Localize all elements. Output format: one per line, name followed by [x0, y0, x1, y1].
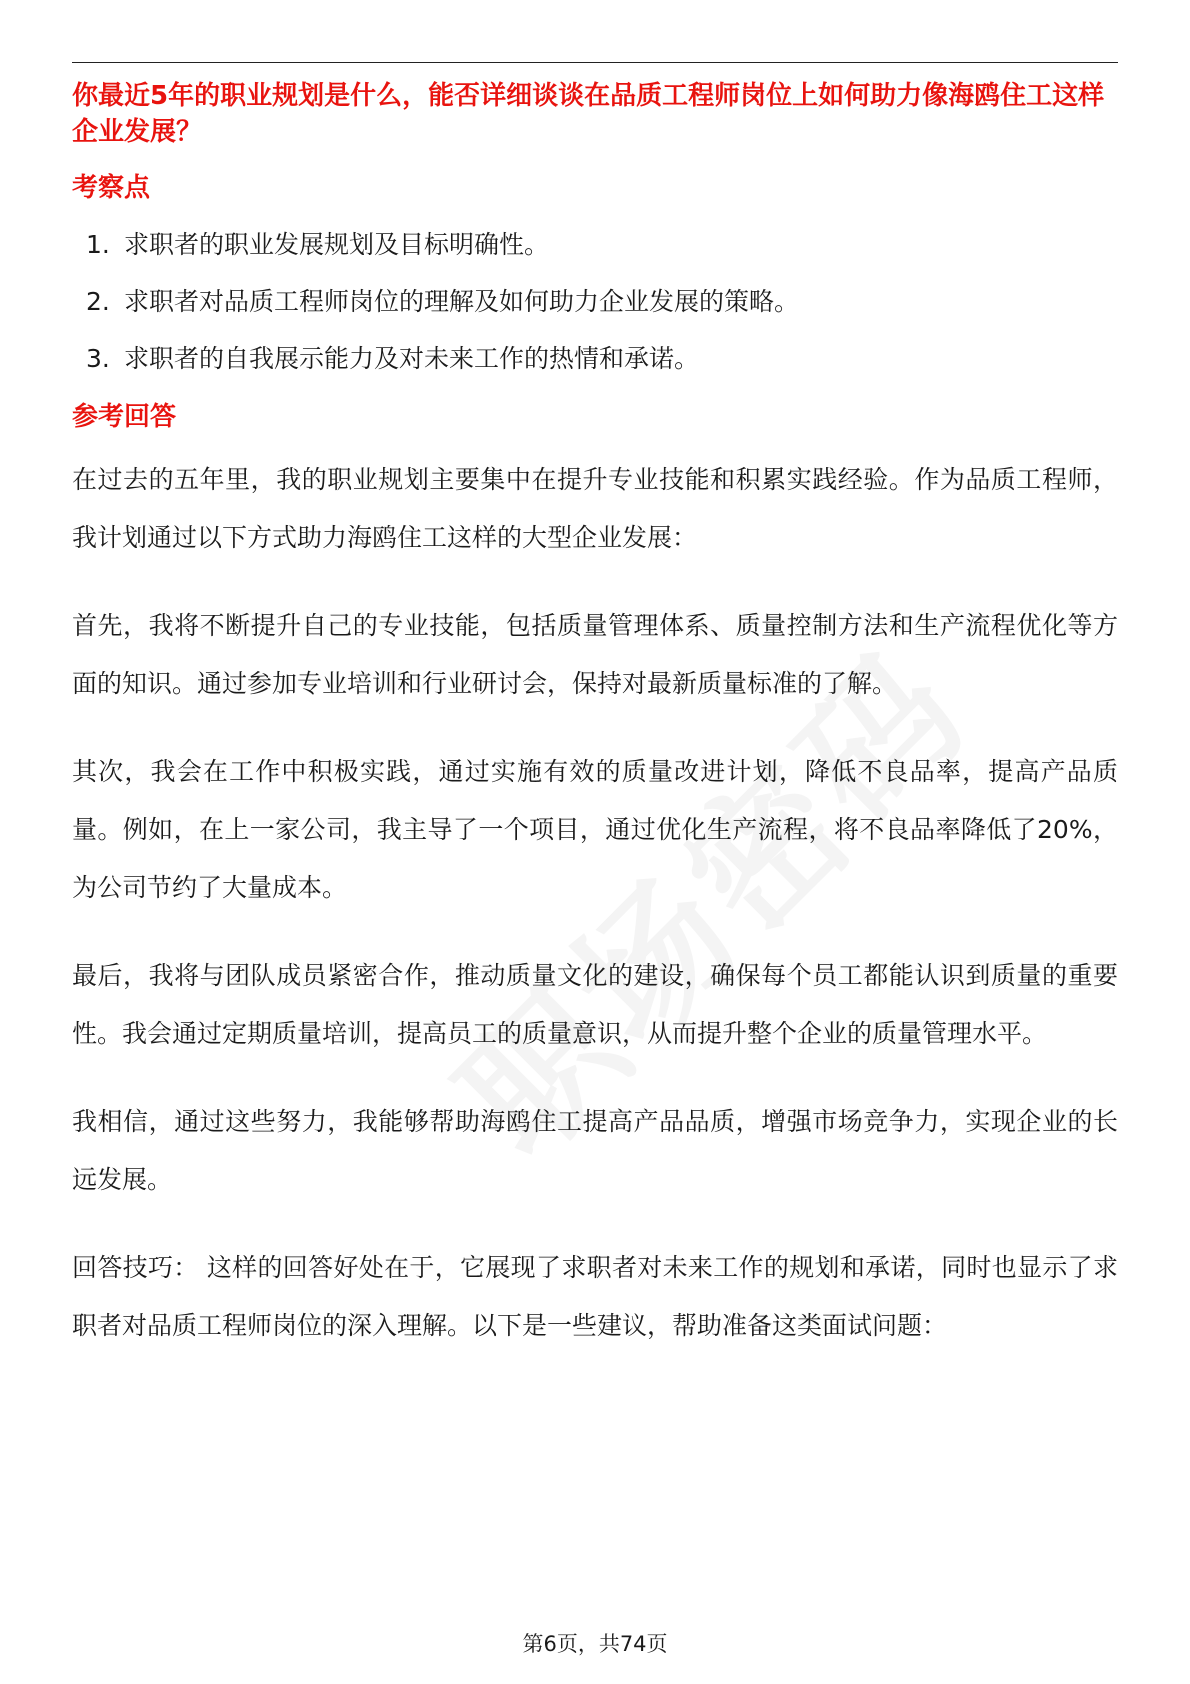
answer-paragraph: 在过去的五年里，我的职业规划主要集中在提升专业技能和积累实践经验。作为品质工程师，我计划通过以下方式助力海鸥住工这样的大型企业发展：: [72, 465, 1118, 552]
header-divider: [72, 62, 1118, 63]
points-list: [72, 228, 1118, 376]
answer-tips-paragraph: 回答技巧： 这样的回答好处在于，它展现了求职者对未来工作的规划和承诺，同时也显示了求职者对品质工程师岗位的深入理解。以下是一些建议，帮助准备这类面试问题：: [72, 1253, 1118, 1340]
list-item-number: 3.: [86, 344, 110, 373]
answer-heading: 参考回答: [72, 402, 177, 432]
list-item-text: 求职者对品质工程师岗位的理解及如何助力企业发展的策略。: [124, 287, 800, 316]
page-number-footer: 第6页，共74页: [522, 1632, 668, 1656]
list-item: [72, 285, 1118, 319]
list-item: [72, 228, 1118, 262]
list-item-text: 求职者的自我展示能力及对未来工作的热情和承诺。: [124, 344, 700, 373]
page-content: [72, 78, 1118, 1355]
answer-paragraph: 其次，我会在工作中积极实践，通过实施有效的质量改进计划，降低不良品率，提高产品质量。例如，在上一家公司，我主导了一个项目，通过优化生产流程，将不良品率降低了20%，为公司节约了大量成本。: [72, 757, 1118, 902]
answer-paragraph: 我相信，通过这些努力，我能够帮助海鸥住工提高产品品质，增强市场竞争力，实现企业的长远发展。: [72, 1107, 1118, 1194]
answer-paragraph: 最后，我将与团队成员紧密合作，推动质量文化的建设，确保每个员工都能认识到质量的重要性。我会通过定期质量培训，提高员工的质量意识，从而提升整个企业的质量管理水平。: [72, 961, 1118, 1048]
list-item: [72, 342, 1118, 376]
list-item-number: 2.: [86, 287, 110, 316]
points-heading: 考察点: [72, 173, 151, 203]
question-title: 你最近5年的职业规划是什么，能否详细谈谈在品质工程师岗位上如何助力像海鸥住工这样企业发展？: [72, 81, 1105, 147]
answer-paragraph: 首先，我将不断提升自己的专业技能，包括质量管理体系、质量控制方法和生产流程优化等方面的知识。通过参加专业培训和行业研讨会，保持对最新质量标准的了解。: [72, 611, 1118, 698]
list-item-number: 1.: [86, 230, 110, 259]
list-item-text: 求职者的职业发展规划及目标明确性。: [124, 230, 550, 259]
